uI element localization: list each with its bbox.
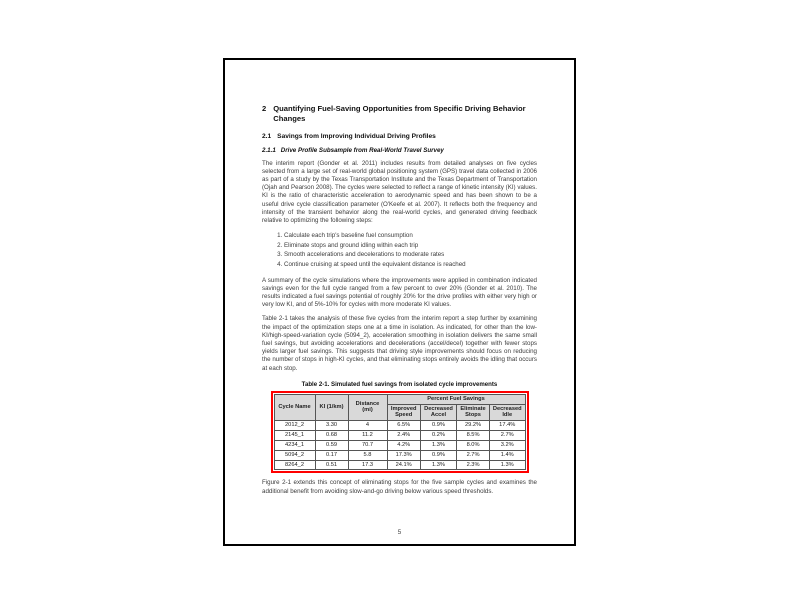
table-row [274, 460, 525, 470]
table-row [274, 421, 525, 431]
section-number: 2.1 [262, 132, 272, 140]
paragraph-2: A summary of the cycle simulations where the improvements were applied in combination indicated savings even for the full cycle ranged from a few percent to over 20% (Gonder et al. 2010). The results indicated a fuel savings potential of roughly 20% for the drive profiles with either very high or very low KI, and of 5%-10% for cycles with more moderate KI values. [262, 276, 537, 309]
table-cell: 2.7% [489, 431, 525, 441]
table-cell: 0.51 [315, 460, 348, 470]
optimization-steps-list [262, 231, 537, 269]
table-cell: 4.2% [387, 440, 420, 450]
section-number: 2.1.1 [262, 146, 276, 154]
table-row [274, 450, 525, 460]
table-row [274, 431, 525, 441]
column-header: Cycle Name [274, 394, 315, 421]
table-cell: 0.59 [315, 440, 348, 450]
table-cell: 5094_2 [274, 450, 315, 460]
table-cell: 11.2 [348, 431, 387, 441]
table-cell: 0.17 [315, 450, 348, 460]
table-cell: 70.7 [348, 440, 387, 450]
table-header-row [274, 394, 525, 404]
red-highlight-box [271, 391, 529, 474]
table-row [274, 440, 525, 450]
page-number: 5 [397, 529, 402, 536]
list-item: 3. Smooth accelerations and decelerations to moderate rates [284, 250, 537, 260]
table-cell: 24.1% [387, 460, 420, 470]
section-heading-2 [262, 104, 537, 124]
column-header: Decreased Accel [420, 404, 456, 421]
table-cell: 0.68 [315, 431, 348, 441]
table-cell: 1.3% [420, 460, 456, 470]
column-group-header: Percent Fuel Savings [387, 394, 525, 404]
list-item: 2. Eliminate stops and ground idling within each trip [284, 241, 537, 251]
section-title: Quantifying Fuel-Saving Opportunities from Specific Driving Behavior Changes [273, 104, 526, 123]
paragraph-intro: The interim report (Gonder et al. 2011) includes results from detailed analyses on five cycles selected from a large set of real-world global positioning system (GPS) travel data collected in 2006 as part of a study by the Texas Transportation Institute and the Texas Department of Transportation (Ojah and Pearson 2008). The cycles were selected to reflect a range of kinetic intensity (KI) values. KI is the ratio of characteristic acceleration to aerodynamic speed and has been shown to be a useful drive cycle classification parameter (O'Keefe et al. 2007). It reflects both the frequency and intensity of the transient behavior along the real-world cycles, and generated driving feedback relative to optimizing the following steps: [262, 159, 537, 225]
table-cell: 4234_1 [274, 440, 315, 450]
section-title: Drive Profile Subsample from Real-World Travel Survey [280, 146, 444, 154]
table-cell: 4 [348, 421, 387, 431]
table-cell: 3.30 [315, 421, 348, 431]
section-heading-2-1 [262, 133, 537, 140]
column-header: Improved Speed [387, 404, 420, 421]
table-header [274, 394, 525, 421]
table-cell: 8264_2 [274, 460, 315, 470]
table-body [274, 421, 525, 470]
list-item: 1. Calculate each trip's baseline fuel consumption [284, 231, 537, 241]
paragraph-3: Table 2-1 takes the analysis of these five cycles from the interim report a step further by examining the impact of the optimization steps one at a time in isolation. As indicated, for other than the low-KI/high-speed-variation cycle (5094_2), acceleration smoothing in isolation delivers the same small fuel savings, but avoiding accelerations and decelerations (accel/decel) together with fewer stops yields larger fuel savings. This suggests that driving style improvements should focus on reducing the number of stops in high-KI cycles, and that eliminating stops entirely avoids the idling that occurs at each stop. [262, 315, 537, 372]
table-cell: 0.9% [420, 450, 456, 460]
table-cell: 2.4% [387, 431, 420, 441]
column-header: Decreased Idle [489, 404, 525, 421]
column-header: KI (1/km) [315, 394, 348, 421]
table-cell: 8.5% [457, 431, 490, 441]
table-cell: 8.0% [457, 440, 490, 450]
table-caption: Table 2-1. Simulated fuel savings from isolated cycle improvements [301, 380, 498, 388]
column-header: Eliminate Stops [457, 404, 490, 421]
table-cell: 1.4% [489, 450, 525, 460]
list-item: 4. Continue cruising at speed until the equivalent distance is reached [284, 260, 537, 270]
table-cell: 6.5% [387, 421, 420, 431]
table-cell: 3.2% [489, 440, 525, 450]
table-cell: 0.2% [420, 431, 456, 441]
fuel-savings-table [274, 394, 526, 471]
table-cell: 2.3% [457, 460, 490, 470]
table-cell: 2.7% [457, 450, 490, 460]
table-cell: 1.3% [420, 440, 456, 450]
paragraph-4: Figure 2-1 extends this concept of eliminating stops for the five sample cycles and examines the additional benefit from avoiding slow-and-go driving below various speed thresholds. [262, 479, 537, 495]
section-number: 2 [262, 104, 267, 113]
table-cell: 1.3% [489, 460, 525, 470]
table-cell: 29.2% [457, 421, 490, 431]
table-cell: 2145_1 [274, 431, 315, 441]
table-cell: 17.4% [489, 421, 525, 431]
section-title: Savings from Improving Individual Driving Profiles [277, 132, 436, 140]
table-cell: 17.3% [387, 450, 420, 460]
table-cell: 5.8 [348, 450, 387, 460]
section-heading-2-1-1 [262, 147, 537, 154]
column-header: Distance (mi) [348, 394, 387, 421]
document-page [223, 58, 576, 546]
table-cell: 17.3 [348, 460, 387, 470]
page-content [262, 104, 537, 524]
table-cell: 2012_2 [274, 421, 315, 431]
table-cell: 0.9% [420, 421, 456, 431]
